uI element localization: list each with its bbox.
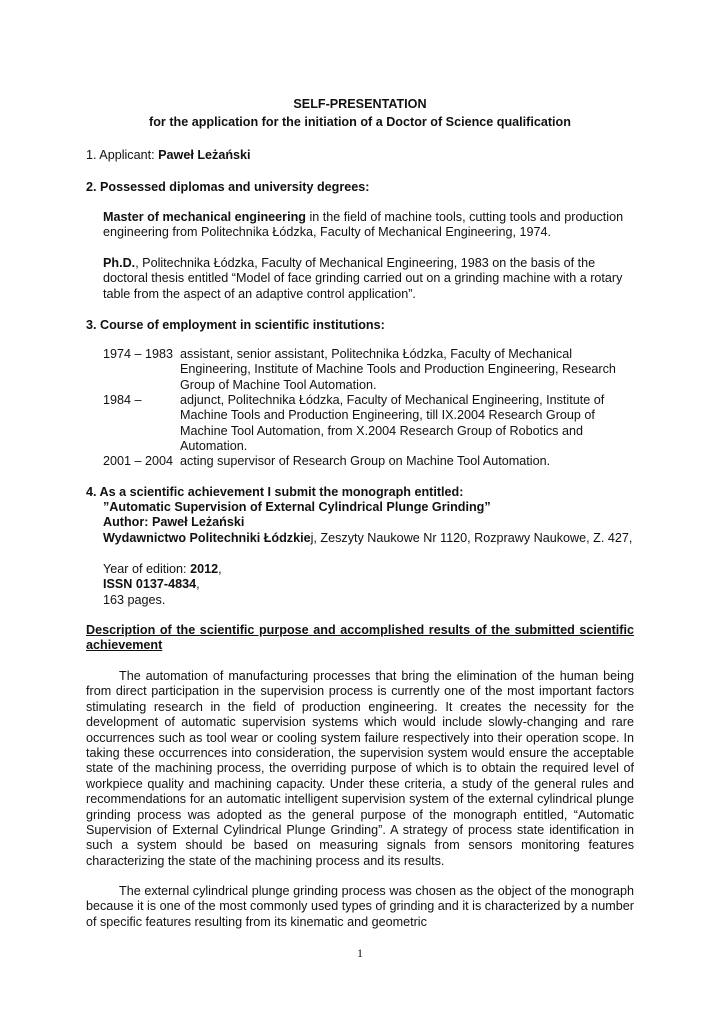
issn-value: ISSN 0137-4834 [103,577,197,591]
phd-degree-text: , Politechnika Łódzka, Faculty of Mechanical Engineering, 1983 on the basis of the doctoral thesis entitled “Model of face grinding carried out on a grinding machine with a rotary table from the aspect of an adaptive control application”. [103,256,623,301]
description-paragraph: The automation of manufacturing processes that bring the elimination of the human being from direct participation in the supervision process is currently one of the most important factors stimulating research in the field of production engineering. It creates the necessity for the development of automatic supervision systems which would include slowly-changing and rare occurrences such as tool wear or cooling system failure respectively into their operation scope. In taking these occurrences into consideration, the supervision system would ensure the acceptable state of the machining process, the overriding purpose of which is to obtain the required level of workpiece quality and machining capacity. Under these criteria, a study of the general rules and recommendations for an automatic intelligent supervision system of the external cylindrical plunge grinding process was adopted as the general purpose of the monograph entitled, “Automatic Supervision of External Cylindrical Plunge Grinding”. A strategy of process state identification in such a system should be based on measuring signals from sensors monitoring features characterizing the state of the machining process and its results. [86,669,634,868]
employment-row [103,454,635,470]
monograph-year [103,562,635,577]
employment-row [103,393,635,455]
description-paragraph: The external cylindrical plunge grinding process was chosen as the object of the monograph because it is one of the most commonly used types of grinding and it is characterized by a number of specific features resulting from its kinematic and geometric [86,884,634,929]
phd-degree-title: Ph.D. [103,256,136,270]
year-label: Year of edition: [103,562,191,576]
monograph-author: Author: Paweł Leżański [103,515,245,529]
page-number: 1 [357,946,363,960]
achievement-heading: 4. As a scientific achievement I submit the monograph entitled: [86,485,464,499]
year-value: 2012 [190,562,219,576]
employment-text: acting supervisor of Research Group on Machine Tool Automation. [180,454,551,468]
applicant-label: 1. Applicant: [86,148,159,162]
employment-text: assistant, senior assistant, Politechnika Łódzka, Faculty of Mechanical Engineering, Institute of Machine Tools and Production Engineering, Research Group of Machine Tool Automation. [180,347,616,392]
monograph-pages: 163 pages. [103,593,166,607]
master-degree-title: Master of mechanical engineering [103,210,306,224]
monograph-publisher [103,531,635,546]
issn-suffix: , [196,577,200,591]
publisher-name: Wydawnictwo Politechniki Łódzkie [103,531,311,545]
employment-text: adjunct, Politechnika Łódzka, Faculty of Mechanical Engineering, Institute of Machine Tools and Production Engineering, till IX.2004 Research Group of Machine Tool Automation, from X.2004 Research Group of Robotics and Automation. [180,393,605,454]
employment-years: 2001 – 2004 [103,454,174,468]
employment-heading: 3. Course of employment in scientific institutions: [86,318,385,332]
document-subtitle: for the application for the initiation of a Doctor of Science qualification [149,115,571,129]
document-title: SELF-PRESENTATION [293,97,427,111]
description-heading: Description of the scientific purpose and accomplished results of the submitted scientific achievement [86,623,634,653]
diplomas-heading: 2. Possessed diplomas and university degrees: [86,180,370,194]
year-suffix: , [218,562,222,576]
master-degree-paragraph [103,210,635,241]
monograph-title: ”Automatic Supervision of External Cylindrical Plunge Grinding” [103,500,491,514]
publisher-details: j, Zeszyty Naukowe Nr 1120, Rozprawy Naukowe, Z. 427, [310,531,633,545]
employment-years: 1984 – [103,393,142,407]
applicant-name: Paweł Leżański [158,148,251,162]
applicant-line [86,148,634,163]
monograph-issn [103,577,635,592]
phd-degree-paragraph [103,256,635,302]
master-degree-text: in the field of machine tools, cutting tools and production engineering from Politechnika Łódzka, Faculty of Mechanical Engineering, 1974. [103,210,624,240]
employment-years: 1974 – 1983 [103,347,174,361]
